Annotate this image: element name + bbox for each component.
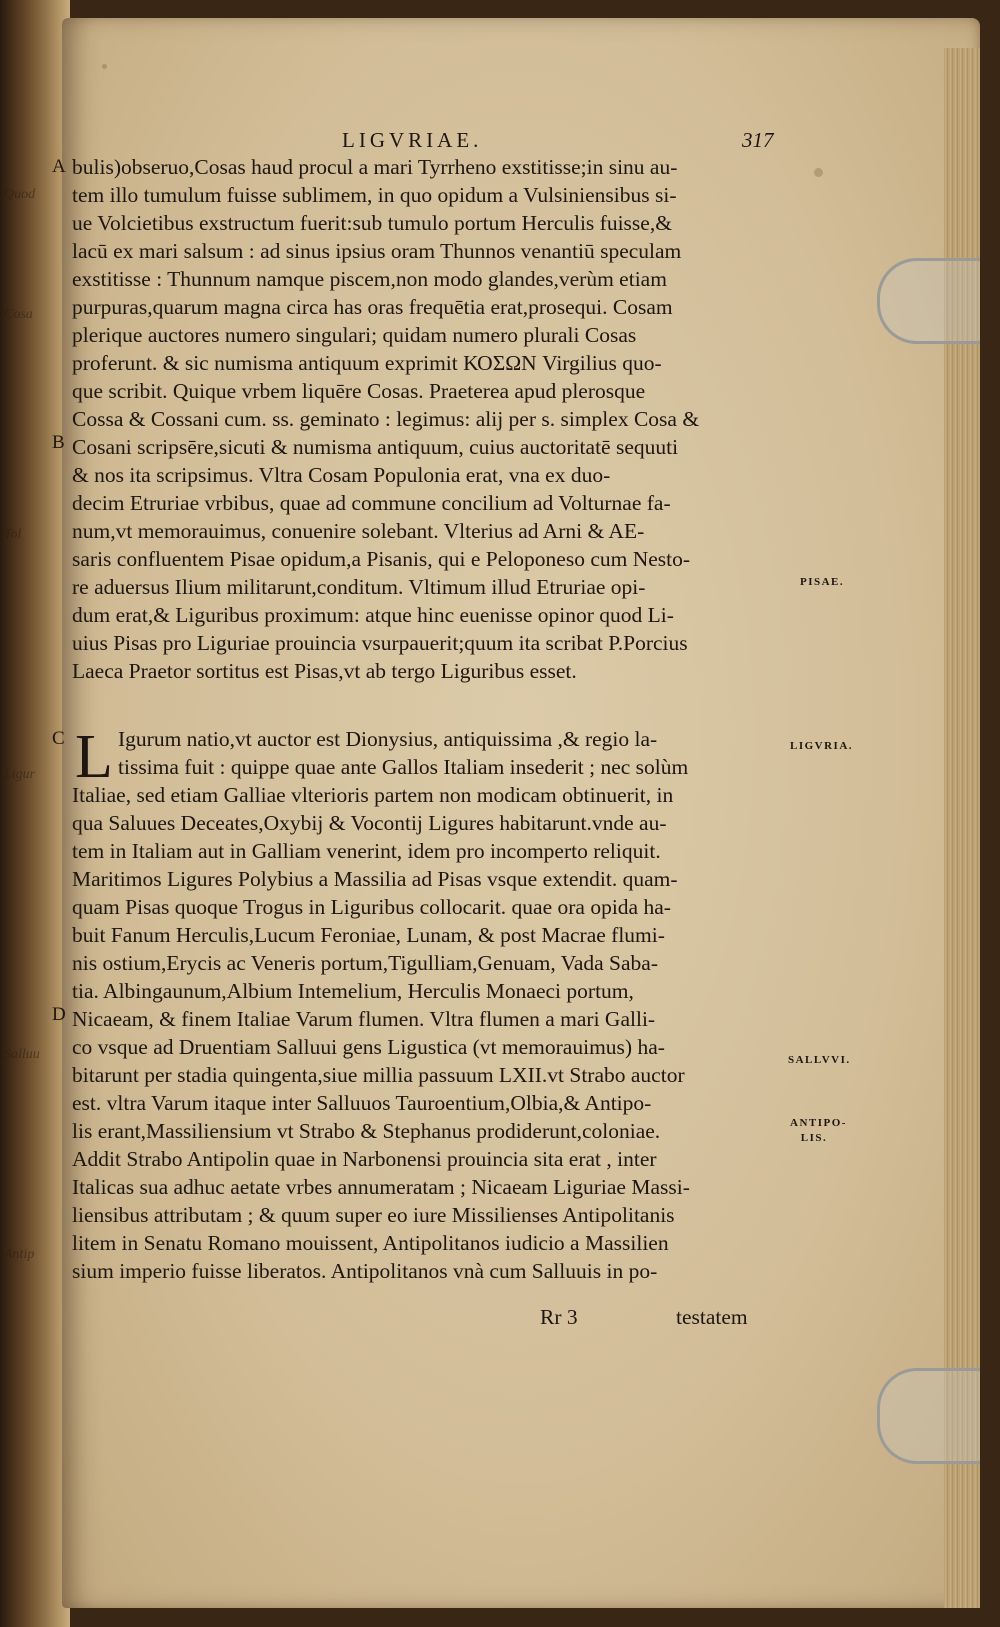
text-line: co vsque ad Druentiam Salluui gens Ligustica (vt memorauimus) ha- (72, 1035, 665, 1059)
gutter-fragment: Ligur (4, 767, 36, 782)
text-line: est. vltra Varum itaque inter Salluuos Tauroentium,Olbia,& Antipo- (72, 1091, 652, 1115)
text-line: Nicaeam, & finem Italiae Varum flumen. Vltra flumen a mari Galli- (72, 1007, 656, 1031)
text-line: liensibus attributam ; & quum super eo iure Missilienses Antipolitanis (72, 1203, 675, 1227)
signature-mark: Rr 3 (540, 1305, 578, 1329)
left-page-edge (0, 0, 70, 1627)
text-line: lis erant,Massiliensium vt Strabo & Stephanus prodiderunt,coloniae. (72, 1119, 661, 1143)
text-line: Addit Strabo Antipolin quae in Narbonensi prouincia sita erat , inter (72, 1147, 657, 1171)
page-clip-top (877, 258, 980, 344)
text-line: bulis)obseruo,Cosas haud procul a mari Tyrrheno exstitisse;in sinu au- (72, 155, 678, 179)
text-line: tissima fuit : quippe quae ante Gallos Italiam insederit ; nec solùm (118, 755, 689, 779)
text-line: Cosani scripsēre,sicuti & numisma antiquum, cuius auctoritatē sequuti (72, 435, 679, 459)
gutter-fragment: Cosa (4, 307, 33, 322)
text-line: Maritimos Ligures Polybius a Massilia ad Pisas vsque extendit. quam- (72, 867, 678, 891)
text-line: & nos ita scripsimus. Vltra Cosam Populonia erat, vna ex duo- (72, 463, 611, 487)
text-line: Igurum natio,vt auctor est Dionysius, antiquissima ,& regio la- (118, 727, 658, 751)
text-line: bitarunt per stadia quingenta,siue millia passuum LXII.vt Strabo auctor (72, 1063, 685, 1087)
text-line: decim Etruriae vrbibus, quae ad commune concilium ad Volturnae fa- (72, 491, 671, 515)
margin-note-salluvii: SALLVVI. (788, 1054, 851, 1066)
text-line: proferunt. & sic numisma antiquum exprimit ΚΟΣΩΝ Virgilius quo- (72, 351, 662, 375)
text-line: Laeca Praetor sortitus est Pisas,vt ab tergo Liguribus esset. (72, 659, 577, 683)
section-letter-a: A (52, 156, 66, 177)
text-line: uius Pisas pro Liguriae prouincia vsurpauerit;quum ita scribat P.Porcius (72, 631, 688, 655)
margin-note-antipolis: ANTIPO- LIS. (790, 1117, 847, 1144)
ink-spot (102, 64, 107, 69)
gutter-fragment: Antip (4, 1247, 35, 1262)
gutter-fragment: Tol (4, 527, 22, 542)
text-line: tem illo tumulum fuisse sublimem, in quo opidum a Vulsiniensibus si- (72, 183, 677, 207)
section-letter-c: C (52, 728, 65, 749)
page-clip-bottom (877, 1368, 980, 1464)
catchword: testatem (676, 1305, 748, 1329)
gutter-fragment: Quod (4, 187, 36, 202)
ink-spot (814, 168, 823, 177)
text-line: purpuras,quarum magna circa has oras frequētia erat,prosequi. Cosam (72, 295, 673, 319)
running-title: LIGVRIAE. (342, 128, 483, 152)
text-line: buit Fanum Herculis,Lucum Feroniae, Lunam, & post Macrae flumi- (72, 923, 665, 947)
text-line: quam Pisas quoque Trogus in Liguribus collocarit. quae ora opida ha- (72, 895, 671, 919)
text-line: tem in Italiam aut in Galliam venerint, idem pro incomperto reliquit. (72, 839, 661, 863)
text-line: tia. Albingaunum,Albium Intemelium, Herculis Monaeci portum, (72, 979, 634, 1003)
text-line: sium imperio fuisse liberatos. Antipolitanos vnà cum Salluuis in po- (72, 1259, 658, 1283)
gutter-fragment: Salluu (4, 1047, 40, 1062)
text-line: ue Volcietibus exstructum fuerit:sub tumulo portum Herculis fuisse,& (72, 211, 672, 235)
text-line: que scribit. Quique vrbem liquēre Cosas. Praeterea apud plerosque (72, 379, 646, 403)
section-letter-d: D (52, 1004, 66, 1025)
text-line: num,vt memorauimus, conuenire solebant. Vlterius ad Arni & AE- (72, 519, 645, 543)
text-line: litem in Senatu Romano mouissent, Antipolitanos iudicio a Massilien (72, 1231, 669, 1255)
text-line: plerique auctores numero singulari; quidam numero plurali Cosas (72, 323, 637, 347)
text-line: qua Saluues Deceates,Oxybij & Vocontij Ligures habitarunt.vnde au- (72, 811, 667, 835)
text-line: dum erat,& Liguribus proximum: atque hinc euenisse opinor quod Li- (72, 603, 674, 627)
text-line: Italicas sua adhuc aetate vrbes annumeratam ; Nicaeam Liguriae Massi- (72, 1175, 690, 1199)
text-line: saris confluentem Pisae opidum,a Pisanis, qui e Peloponeso cum Nesto- (72, 547, 691, 571)
text-line: nis ostium,Erycis ac Veneris portum,Tigulliam,Genuam, Vada Saba- (72, 951, 659, 975)
text-line: Cossa & Cossani cum. ss. geminato : legimus: alij per s. simplex Cosa & (72, 407, 700, 431)
margin-note-pisae: PISAE. (800, 576, 845, 588)
drop-cap: L (75, 723, 113, 791)
text-line: Italiae, sed etiam Galliae vlterioris partem non modicam obtinuerit, in (72, 783, 674, 807)
text-line: re aduersus Ilium militarunt,conditum. Vltimum illud Etruriae opi- (72, 575, 646, 599)
page-number: 317 (742, 128, 774, 152)
text-line: lacū ex mari salsum : ad sinus ipsius oram Thunnos venantiū speculam (72, 239, 682, 263)
text-line: exstitisse : Thunnum namque piscem,non modo glandes,verùm etiam (72, 267, 667, 291)
section-letter-b: B (52, 432, 65, 453)
margin-note-liguria: LIGVRIA. (790, 740, 854, 752)
